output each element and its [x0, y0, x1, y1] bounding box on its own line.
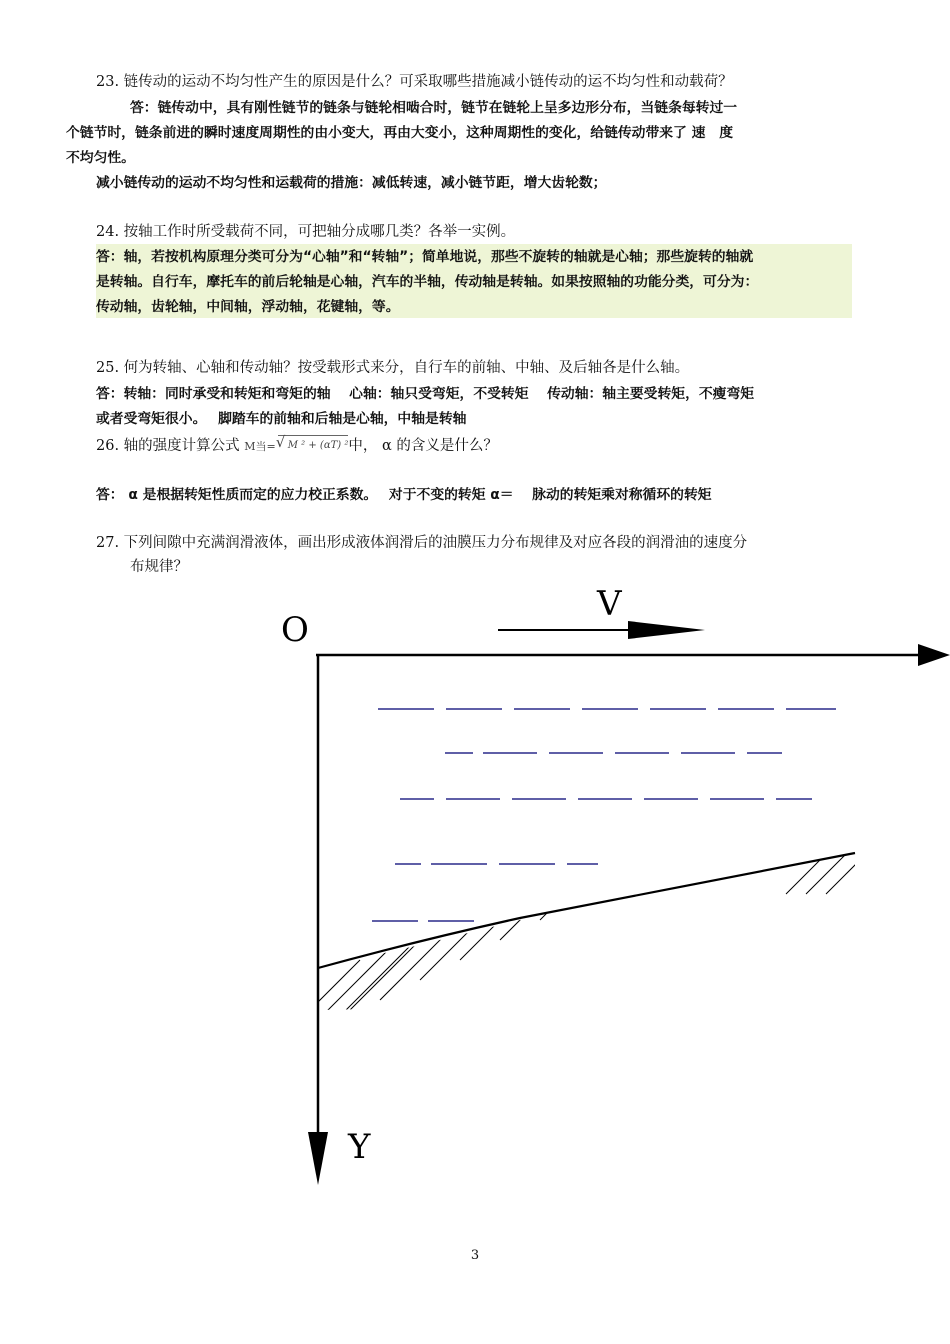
page-number: 3: [470, 1248, 480, 1263]
origin-label: O: [281, 610, 309, 650]
q27-question-line1: 27. 下列间隙中充满润滑液体，画出形成液体润滑后的油膜压力分布规律及对应各段的润滑油的速度分: [96, 535, 748, 551]
velocity-arrowhead: [628, 621, 705, 639]
q26-question-suffix: 中， α 的含义是什么？: [348, 438, 498, 454]
formula-radical: √ M ² + (αT) ²: [278, 435, 349, 456]
velocity-label: V: [597, 584, 622, 624]
x-axis-arrowhead: [918, 644, 950, 666]
q24-answer-line1: 答：轴，若按机构原理分类可分为“心轴”和“转轴”；简单地说，那些不旋转的轴就是心轴；那些旋转的轴就: [96, 249, 754, 265]
q26-answer: 答： α 是根据转矩性质而定的应力校正系数。 对于不变的转矩 α＝ 脉动的转矩乘对称循环的转矩: [96, 487, 712, 503]
q23-measures: 减小链传动的运动不均匀性和运载荷的措施：减低转速，减小链节距，增大齿轮数；: [96, 175, 607, 191]
q26-question-prefix: 26. 轴的强度计算公式: [96, 438, 245, 454]
q23-answer-line3: 不均匀性。: [66, 150, 135, 166]
q24-answer-line3: 传动轴，齿轮轴，中间轴，浮动轴，花键轴，等。: [96, 299, 400, 315]
q24-question: 24. 按轴工作时所受载荷不同，可把轴分成哪几类？各举一实例。: [96, 224, 516, 240]
q27-question-line2: 布规律？: [130, 559, 188, 575]
q23-question: 23. 链传动的运动不均匀性产生的原因是什么？可采取哪些措施减小链传动的运不均匀性和动载荷？: [96, 74, 733, 90]
q25-answer-line1: 答：转轴：同时承受和转矩和弯矩的轴 心轴：轴只受弯矩，不受转矩 传动轴：轴主要受转矩，不瘦弯矩: [96, 386, 755, 402]
formula-lhs: M当=: [244, 440, 276, 453]
y-axis-arrowhead: [308, 1132, 328, 1185]
y-axis-label: Y: [348, 1127, 371, 1167]
surface-hatching: [300, 680, 920, 1020]
q25-answer-line2: 或者受弯矩很小。 脚踏车的前轴和后轴是心轴，中轴是转轴: [96, 411, 467, 427]
q24-answer-line2: 是转轴。自行车，摩托车的前后轮轴是心轴，汽车的半轴，传动轴是转轴。如果按照轴的功能分类，可分为：: [96, 274, 759, 290]
q23-answer-line1: 答：链传动中，具有刚性链节的链条与链轮相啮合时，链节在链轮上呈多边形分布，当链条每转过一: [130, 100, 738, 116]
q23-answer-line2: 个链节时，链条前进的瞬时速度周期性的由小变大，再由大变小，这种周期性的变化，给链传动带来了 速 度: [66, 125, 734, 141]
lower-surface-curve: [318, 853, 855, 968]
q25-question: 25. 何为转轴、心轴和传动轴？按受载形式来分，自行车的前轴、中轴、及后轴各是什么轴。: [96, 360, 690, 376]
lubricant-dashes: [372, 709, 836, 921]
